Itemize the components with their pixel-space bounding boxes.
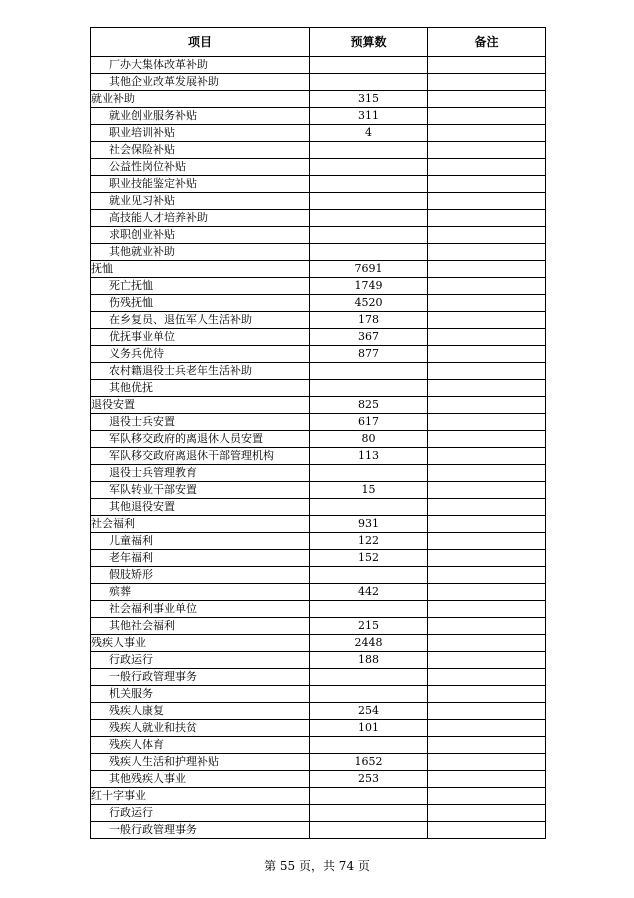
row-budget-value: [310, 227, 428, 244]
row-item-name: 残疾人生活和护理补贴: [91, 754, 310, 771]
row-note: [428, 363, 546, 380]
row-note: [428, 669, 546, 686]
row-item-name: 殡葬: [91, 584, 310, 601]
row-note: [428, 635, 546, 652]
row-note: [428, 91, 546, 108]
row-budget-value: [310, 363, 428, 380]
row-note: [428, 499, 546, 516]
table-row: [91, 414, 546, 431]
row-budget-value: 367: [310, 329, 428, 346]
row-note: [428, 125, 546, 142]
table-row: [91, 295, 546, 312]
row-budget-value: 101: [310, 720, 428, 737]
row-note: [428, 278, 546, 295]
row-note: [428, 516, 546, 533]
table-row: [91, 499, 546, 516]
table-row: [91, 210, 546, 227]
row-budget-value: [310, 737, 428, 754]
row-budget-value: [310, 465, 428, 482]
row-item-name: 残疾人康复: [91, 703, 310, 720]
row-item-name: 残疾人体育: [91, 737, 310, 754]
table-row: [91, 346, 546, 363]
row-note: [428, 686, 546, 703]
row-budget-value: [310, 74, 428, 91]
row-budget-value: [310, 244, 428, 261]
row-item-name: 就业补助: [91, 91, 310, 108]
row-budget-value: 254: [310, 703, 428, 720]
row-budget-value: [310, 57, 428, 74]
row-item-name: 退役安置: [91, 397, 310, 414]
row-item-name: 抚恤: [91, 261, 310, 278]
row-item-name: 就业见习补贴: [91, 193, 310, 210]
row-budget-value: 315: [310, 91, 428, 108]
table-row: [91, 720, 546, 737]
row-item-name: 优抚事业单位: [91, 329, 310, 346]
row-budget-value: [310, 788, 428, 805]
table-row: [91, 533, 546, 550]
table-row: [91, 635, 546, 652]
row-note: [428, 720, 546, 737]
row-budget-value: [310, 601, 428, 618]
row-note: [428, 414, 546, 431]
table-row: [91, 465, 546, 482]
table-row: [91, 91, 546, 108]
row-budget-value: [310, 669, 428, 686]
table-row: [91, 550, 546, 567]
row-note: [428, 448, 546, 465]
table-row: [91, 159, 546, 176]
row-budget-value: [310, 176, 428, 193]
row-item-name: 死亡抚恤: [91, 278, 310, 295]
table-row: [91, 601, 546, 618]
row-item-name: 其他退役安置: [91, 499, 310, 516]
table-row: [91, 618, 546, 635]
row-note: [428, 601, 546, 618]
row-note: [428, 329, 546, 346]
row-item-name: 行政运行: [91, 805, 310, 822]
row-note: [428, 567, 546, 584]
row-item-name: 军队转业干部安置: [91, 482, 310, 499]
table-row: [91, 312, 546, 329]
table-row: [91, 108, 546, 125]
row-budget-value: 113: [310, 448, 428, 465]
row-item-name: 其他优抚: [91, 380, 310, 397]
row-note: [428, 159, 546, 176]
header-note: 备注: [428, 28, 546, 57]
table-row: [91, 584, 546, 601]
row-note: [428, 193, 546, 210]
row-note: [428, 346, 546, 363]
table-row: [91, 363, 546, 380]
row-item-name: 求职创业补贴: [91, 227, 310, 244]
row-budget-value: [310, 159, 428, 176]
row-note: [428, 788, 546, 805]
row-item-name: 职业技能鉴定补贴: [91, 176, 310, 193]
row-note: [428, 57, 546, 74]
row-note: [428, 142, 546, 159]
row-budget-value: 825: [310, 397, 428, 414]
row-item-name: 社会福利事业单位: [91, 601, 310, 618]
row-note: [428, 618, 546, 635]
row-budget-value: 80: [310, 431, 428, 448]
row-item-name: 在乡复员、退伍军人生活补助: [91, 312, 310, 329]
table-row: [91, 176, 546, 193]
row-note: [428, 584, 546, 601]
table-row: [91, 125, 546, 142]
row-item-name: 公益性岗位补贴: [91, 159, 310, 176]
row-item-name: 其他就业补助: [91, 244, 310, 261]
row-budget-value: 152: [310, 550, 428, 567]
row-item-name: 其他残疾人事业: [91, 771, 310, 788]
row-item-name: 农村籍退役士兵老年生活补助: [91, 363, 310, 380]
row-budget-value: [310, 142, 428, 159]
table-row: [91, 822, 546, 839]
row-item-name: 红十字事业: [91, 788, 310, 805]
row-budget-value: 7691: [310, 261, 428, 278]
row-budget-value: 4520: [310, 295, 428, 312]
page-number: 第 55 页，共 74 页: [264, 859, 370, 873]
row-note: [428, 822, 546, 839]
row-note: [428, 737, 546, 754]
row-budget-value: 15: [310, 482, 428, 499]
row-note: [428, 261, 546, 278]
row-item-name: 儿童福利: [91, 533, 310, 550]
table-row: [91, 142, 546, 159]
table-row: [91, 686, 546, 703]
row-budget-value: 1749: [310, 278, 428, 295]
row-note: [428, 465, 546, 482]
row-budget-value: 1652: [310, 754, 428, 771]
table-row: [91, 193, 546, 210]
row-budget-value: 2448: [310, 635, 428, 652]
row-item-name: 假肢矫形: [91, 567, 310, 584]
row-budget-value: 188: [310, 652, 428, 669]
row-note: [428, 397, 546, 414]
table-row: [91, 244, 546, 261]
row-item-name: 退役士兵安置: [91, 414, 310, 431]
row-budget-value: [310, 380, 428, 397]
row-item-name: 行政运行: [91, 652, 310, 669]
table-row: [91, 74, 546, 91]
row-budget-value: 122: [310, 533, 428, 550]
row-item-name: 残疾人事业: [91, 635, 310, 652]
row-item-name: 义务兵优待: [91, 346, 310, 363]
row-budget-value: 4: [310, 125, 428, 142]
table-header-row: [91, 28, 546, 57]
row-item-name: 军队移交政府离退休干部管理机构: [91, 448, 310, 465]
row-budget-value: [310, 210, 428, 227]
table-row: [91, 669, 546, 686]
table-row: [91, 448, 546, 465]
row-budget-value: 617: [310, 414, 428, 431]
row-note: [428, 74, 546, 91]
table-row: [91, 329, 546, 346]
table-row: [91, 754, 546, 771]
row-note: [428, 652, 546, 669]
table-row: [91, 805, 546, 822]
row-note: [428, 703, 546, 720]
row-budget-value: [310, 822, 428, 839]
row-item-name: 厂办大集体改革补助: [91, 57, 310, 74]
row-item-name: 职业培训补贴: [91, 125, 310, 142]
budget-table: [90, 27, 546, 839]
row-note: [428, 295, 546, 312]
table-row: [91, 431, 546, 448]
table-row: [91, 397, 546, 414]
table-row: [91, 567, 546, 584]
row-note: [428, 754, 546, 771]
row-note: [428, 805, 546, 822]
header-item: 项目: [91, 28, 310, 57]
row-budget-value: 877: [310, 346, 428, 363]
row-item-name: 军队移交政府的离退休人员安置: [91, 431, 310, 448]
table-row: [91, 227, 546, 244]
table-row: [91, 771, 546, 788]
row-budget-value: 311: [310, 108, 428, 125]
table-row: [91, 482, 546, 499]
row-item-name: 高技能人才培养补助: [91, 210, 310, 227]
table-row: [91, 57, 546, 74]
table-row: [91, 703, 546, 720]
row-budget-value: [310, 686, 428, 703]
row-item-name: 一般行政管理事务: [91, 669, 310, 686]
row-note: [428, 312, 546, 329]
row-item-name: 机关服务: [91, 686, 310, 703]
table-row: [91, 516, 546, 533]
row-budget-value: 215: [310, 618, 428, 635]
row-note: [428, 771, 546, 788]
row-item-name: 就业创业服务补贴: [91, 108, 310, 125]
row-note: [428, 533, 546, 550]
row-budget-value: [310, 499, 428, 516]
row-note: [428, 550, 546, 567]
row-item-name: 一般行政管理事务: [91, 822, 310, 839]
row-budget-value: [310, 805, 428, 822]
row-item-name: 老年福利: [91, 550, 310, 567]
row-note: [428, 210, 546, 227]
row-note: [428, 380, 546, 397]
row-item-name: 残疾人就业和扶贫: [91, 720, 310, 737]
row-note: [428, 482, 546, 499]
row-item-name: 其他社会福利: [91, 618, 310, 635]
row-budget-value: 442: [310, 584, 428, 601]
table-row: [91, 788, 546, 805]
table-body: [91, 57, 546, 839]
row-budget-value: [310, 193, 428, 210]
table-row: [91, 380, 546, 397]
row-note: [428, 108, 546, 125]
row-note: [428, 227, 546, 244]
row-item-name: 其他企业改革发展补助: [91, 74, 310, 91]
table-row: [91, 278, 546, 295]
row-budget-value: 931: [310, 516, 428, 533]
row-budget-value: 253: [310, 771, 428, 788]
row-note: [428, 176, 546, 193]
row-note: [428, 431, 546, 448]
table-row: [91, 737, 546, 754]
row-item-name: 伤残抚恤: [91, 295, 310, 312]
table-row: [91, 652, 546, 669]
row-item-name: 退役士兵管理教育: [91, 465, 310, 482]
row-note: [428, 244, 546, 261]
row-budget-value: 178: [310, 312, 428, 329]
row-item-name: 社会福利: [91, 516, 310, 533]
row-item-name: 社会保险补贴: [91, 142, 310, 159]
table-row: [91, 261, 546, 278]
row-budget-value: [310, 567, 428, 584]
header-budget: 预算数: [310, 28, 428, 57]
